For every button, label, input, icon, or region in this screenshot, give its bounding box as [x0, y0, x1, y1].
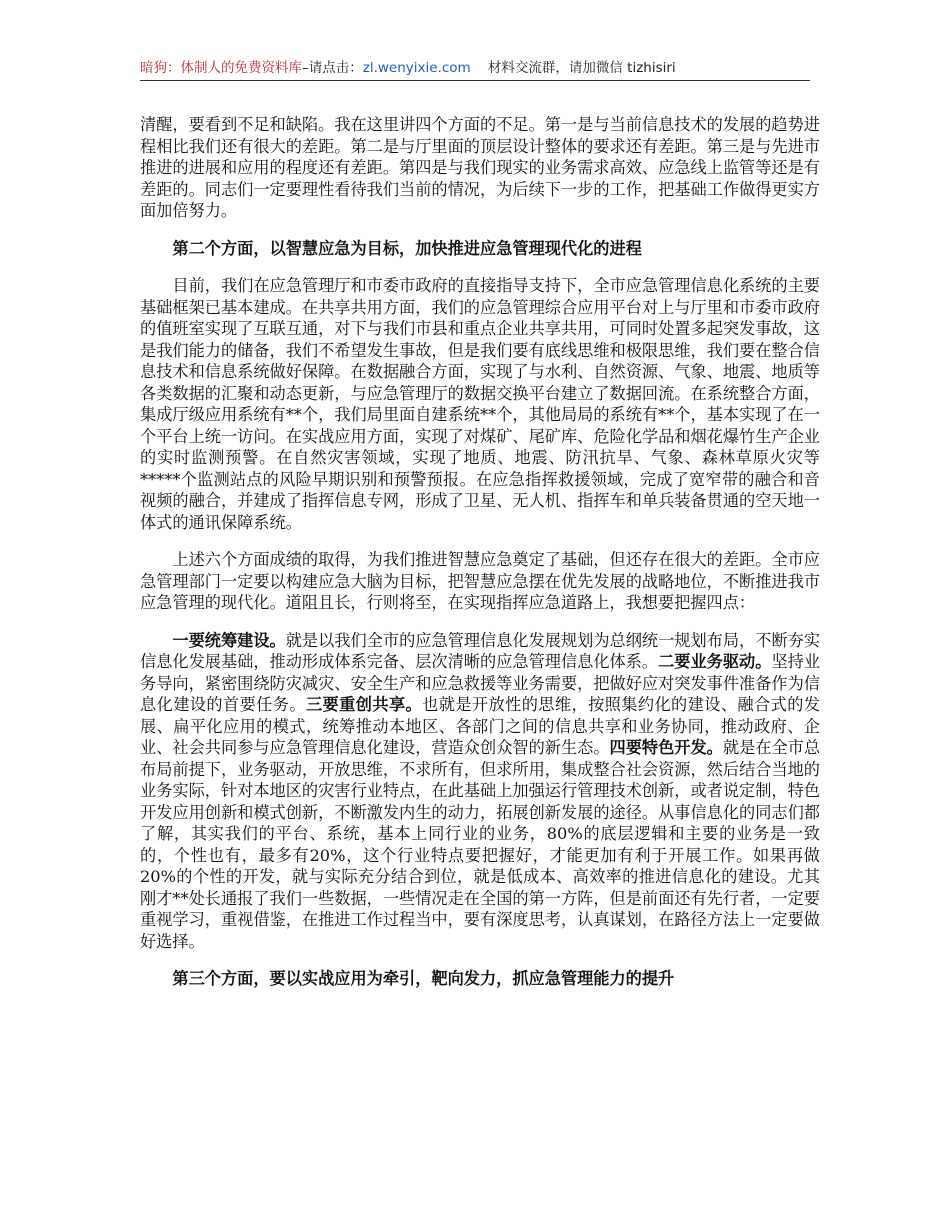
wechat-group-note: 材料交流群，请加微信 tizhisiri: [487, 60, 676, 76]
site-url-link[interactable]: zl.wenyixie.com: [362, 60, 471, 76]
paragraph-4: [140, 630, 820, 953]
paragraph-2: 目前，我们在应急管理厅和市委市政府的直接指导支持下，全市应急管理信息化系统的主要基础框架已基本建成。在共享共用方面，我们的应急管理综合应用平台对上与厅里和市委市政府的值班室实现了互联互通，对下与我们市县和重点企业共享共用，可同时处置多起突发事故，这是我们能力的储备，我们不希望发生事故，但是我们要有底线思维和极限思维，我们要在整合信息技术和信息系统做好保障。在数据融合方面，实现了与水利、自然资源、气象、地震、地质等各类数据的汇聚和动态更新，与应急管理厅的数据交换平台建立了数据回流。在系统整合方面，集成厅级应用系统有**个，我们局里面自建系统**个，其他局局的系统有**个，基本实现了在一个平台上统一访问。在实战应用方面，实现了对煤矿、尾矿库、危险化学品和烟花爆竹生产企业的实时监测预警。在自然灾害领域，实现了地质、地震、防汛抗旱、气象、森林草原火灾等*****个监测站点的风险早期识别和预警预报。在应急指挥救援领域，完成了宽窄带的融合和音视频的融合，并建成了指挥信息专网，形成了卫星、无人机、指挥车和单兵装备贯通的空天地一体式的通讯保障系统。: [140, 276, 820, 532]
point-1-text: 就是以我们全市的应急管理信息化发展规划为总纲统一规划布局，不断夯实信息化发展基础，推动形成体系完备、层次清晰的应急管理信息化体系。: [140, 630, 821, 671]
point-4-title: 四要特色开发。: [609, 738, 723, 757]
section-heading-3: 第三个方面，要以实战应用为牵引，靶向发力，抓应急管理能力的提升: [172, 969, 675, 988]
paragraph-3: 上述六个方面成绩的取得，为我们推进智慧应急奠定了基础，但还存在很大的差距。全市应急管理部门一定要以构建应急大脑为目标，把智慧应急摆在优先发展的战略地位，不断推进我市应急管理的现代化。道阻且长，行则将至，在实现指挥应急道路上，我想要把握四点：: [140, 550, 820, 612]
section-heading-2: 第二个方面，以智慧应急为目标，加快推进应急管理现代化的进程: [172, 238, 642, 258]
point-2-text: 坚持业务导向，紧密围绕防灾减灾、安全生产和应急救援等业务需要，把做好应对突发事件准备作为信息化建设的首要任务。: [140, 652, 821, 714]
point-3-title: 三要重创共享。: [305, 695, 423, 714]
paragraph-1: 清醒，要看到不足和缺陷。我在这里讲四个方面的不足。第一是与当前信息技术的发展的趋势进程相比我们还有很大的差距。第二是与厅里面的顶层设计整体的要求还有差距。第三是与先进市推进的进展和应用的程度还有差距。第四是与我们现实的业务需求高效、应急线上监管等还是有差距的。同志们一定要理性看待我们当前的情况，为后续下一步的工作，把基础工作做得更实方面加倍努力。: [140, 115, 820, 220]
point-4-text: 就是在全市总布局前提下，业务驱动，开放思维，不求所有，但求所用，集成整合社会资源，然后结合当地的业务实际，针对本地区的灾害行业特点，在此基础上加强运行管理技术创新，或者说定制，特色开发应用创新和模式创新，不断激发内生的动力，拓展创新发展的途径。从事信息化的同志们都了解，其实我们的平台、系统，基本上同行业的业务，80%的底层逻辑和主要的业务是一致的，个性也有，最多有20%，这个行业特点要把握好，才能更加有利于开展工作。如果再做20%的个性的开发，就与实际充分结合到位，就是低成本、高效率的推进信息化的建设。尤其刚才**处长通报了我们一些数据，一些情况走在全国的第一方阵，但是前面还有先行者，一定要重视学习，重视借鉴，在推进工作过程当中，要有深度思考，认真谋划，在路径方法上一定要做好选择。: [140, 738, 821, 951]
site-name: 暗狗：体制人的免费资料库: [140, 60, 302, 76]
link-prefix: –请点击：: [302, 60, 363, 76]
point-1-title: 一要统筹建设。: [172, 630, 286, 650]
point-3-text: 也就是开放性的思维，按照集约化的建设、融合式的发展、扁平化应用的模式，统筹推动本地区、各部门之间的信息共享和业务协同，推动政府、企业、社会共同参与应急管理信息化建设，营造众创众智的新生态。: [140, 695, 821, 757]
page-header: [140, 56, 810, 81]
document-body: [140, 114, 820, 990]
point-2-title: 二要业务驱动。: [658, 652, 772, 671]
